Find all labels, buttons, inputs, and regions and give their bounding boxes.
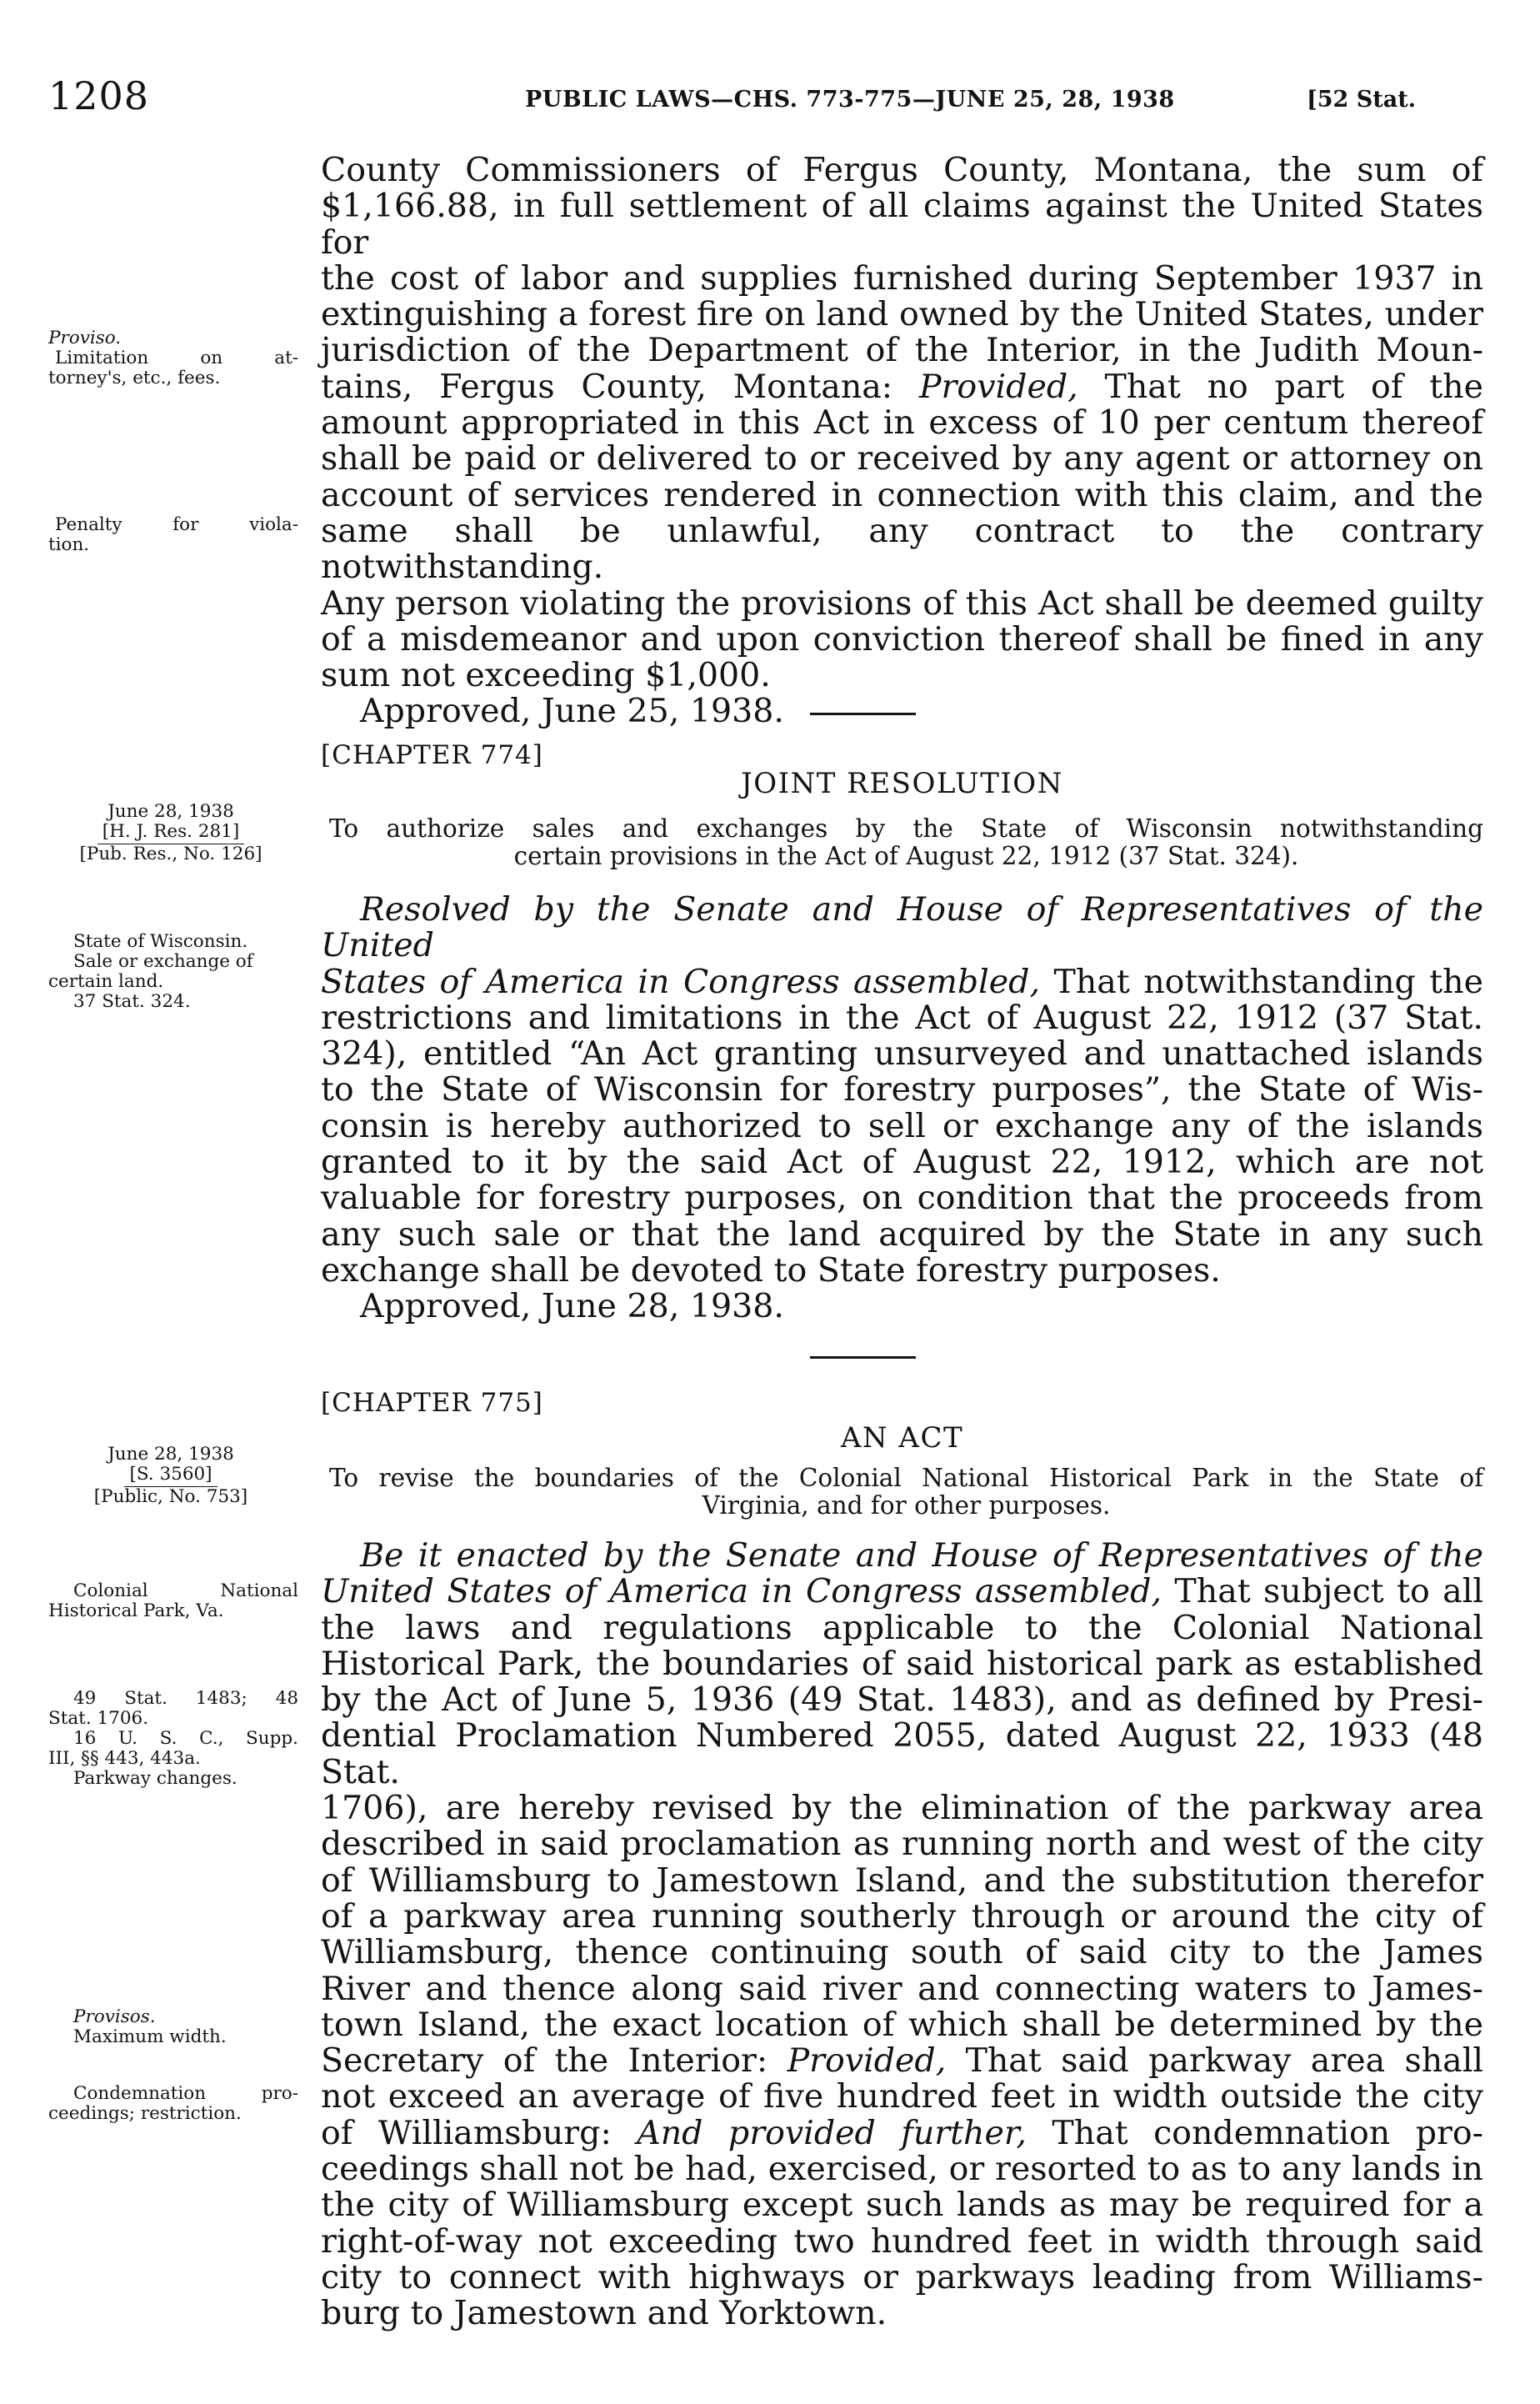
document-type-heading: JOINT RESOLUTION	[741, 767, 1063, 800]
text-line: jurisdiction of the Department of the Interior, in the Judith Moun-	[321, 331, 1483, 370]
margin-line: Condemnation pro-	[73, 2083, 298, 2104]
text-line: of a misdemeanor and upon conviction thereof shall be fined in any	[321, 619, 1483, 659]
text-line: of a parkway area running southerly through or around the city of	[321, 1896, 1483, 1936]
proviso-line	[321, 369, 1483, 405]
text-line: account of services rendered in connection with this claim, and the	[321, 475, 1483, 514]
margin-note-wisconsin	[48, 932, 298, 1012]
text-line: not exceed an average of five hundred feet in width outside the city	[321, 2077, 1483, 2116]
margin-note-penalty	[48, 515, 298, 555]
section-divider	[810, 713, 916, 715]
margin-line: Stat. 1706.	[48, 1708, 149, 1729]
text-line: any such sale or that the land acquired by the State in any such	[321, 1215, 1483, 1254]
enacting-clause-line	[321, 964, 1483, 1000]
bill-reference	[50, 802, 292, 864]
proviso-word: And provided further,	[637, 2113, 1027, 2152]
ref-bill	[50, 822, 292, 844]
title-line: To authorize sales and exchanges by the State of Wisconsin notwithstanding	[329, 814, 1483, 843]
enacting-clause-line: Be it enacted by the Senate and House of Representatives of the	[360, 1536, 1483, 1575]
text-line: exchange shall be devoted to State forestry purposes.	[321, 1250, 1221, 1290]
text-line: valuable for forestry purposes, on condition that the proceeds from	[321, 1179, 1483, 1218]
margin-line: III, §§ 443, 443a.	[48, 1748, 201, 1769]
text-line: extinguishing a forest fire on land owned by the United States, under	[321, 295, 1483, 334]
text-line: County Commissioners of Fergus County, Montana, the sum of	[321, 151, 1483, 189]
margin-note-citations	[48, 1689, 298, 1789]
chapter-775-text	[321, 1538, 1483, 2332]
text-line: the city of Williamsburg except such lands as may be required for a	[321, 2186, 1483, 2225]
chapter-heading: [CHAPTER 774]	[321, 740, 543, 770]
margin-line: Proviso.	[48, 328, 122, 348]
margin-line: Historical Park, Va.	[48, 1600, 224, 1621]
margin-note-provisos	[48, 2007, 298, 2047]
text-line: right-of-way not exceeding two hundred feet in width through said	[321, 2221, 1483, 2261]
margin-line: ceedings; restriction.	[48, 2103, 242, 2124]
margin-note-condemnation	[48, 2084, 298, 2124]
text-line: dential Proclamation Numbered 2055, dated August 22, 1933 (48 Stat.	[321, 1716, 1483, 1791]
ref-law: [Pub. Res., No. 126]	[79, 844, 262, 864]
text-segment: of Williamsburg:	[321, 2113, 638, 2152]
page-number: 1208	[48, 73, 150, 118]
text-line: Historical Park, the boundaries of said historical park as established	[321, 1644, 1483, 1683]
text-line: to the State of Wisconsin for forestry purposes”, the State of Wis-	[321, 1070, 1483, 1109]
text-segment: Secretary of the Interior:	[321, 2041, 788, 2081]
text-line: restrictions and limitations in the Act of August 22, 1912 (37 Stat.	[321, 998, 1483, 1037]
text-line: ceedings shall not be had, exercised, or resorted to as to any lands in	[321, 2150, 1483, 2189]
text-line: 1706), are hereby revised by the elimination of the parkway area	[321, 1789, 1483, 1828]
ref-date: June 28, 1938	[108, 801, 234, 822]
text-line: Williamsburg, thence continuing south of said city to the James	[321, 1933, 1483, 1972]
proviso-line	[321, 2113, 1483, 2152]
margin-line: torney's, etc., fees.	[48, 368, 221, 388]
text-line: by the Act of June 5, 1936 (49 Stat. 1483), and as defined by Presi-	[321, 1680, 1483, 1720]
text-line: 324), entitled “An Act granting unsurveyed and unattached islands	[321, 1034, 1483, 1074]
text-line: of Williamsburg to Jamestown Island, and the substitution therefor	[321, 1861, 1483, 1900]
document-type-heading: AN ACT	[840, 1421, 964, 1455]
text-segment: That subject to all	[1162, 1572, 1483, 1611]
text-line: River and thence along said river and connecting waters to James-	[321, 1969, 1483, 2008]
section-divider	[810, 1356, 916, 1359]
margin-line: Provisos.	[73, 2006, 156, 2027]
text-segment: That no part of the	[1078, 367, 1483, 406]
text-line: sum not exceeding $1,000.	[321, 656, 771, 695]
margin-line: Penalty for viola-	[55, 514, 298, 535]
title-line: To revise the boundaries of the Colonial National Historical Park in the State of	[329, 1464, 1483, 1492]
volume-tag: [52 Stat.	[1307, 87, 1417, 113]
running-head: PUBLIC LAWS—CHS. 773-775—JUNE 25, 28, 1938	[525, 87, 1175, 113]
text-line: consin is hereby authorized to sell or exchange any of the islands	[321, 1106, 1483, 1145]
ref-bill-text: [H. J. Res. 281]	[98, 822, 244, 844]
text-line: the laws and regulations applicable to the Colonial National	[321, 1608, 1483, 1647]
text-line: $1,166.88, in full settlement of all claims against the United States for	[321, 187, 1483, 262]
text-line: burg to Jamestown and Yorktown.	[321, 2294, 888, 2333]
margin-note-park	[48, 1581, 298, 1621]
text-segment: tains, Fergus County, Montana:	[321, 367, 919, 406]
text-segment: That said parkway area shall	[946, 2041, 1483, 2081]
text-line: same shall be unlawful, any contract to the contrary notwithstanding.	[321, 511, 1483, 587]
margin-line: tion.	[48, 534, 90, 555]
chapter-heading: [CHAPTER 775]	[321, 1388, 543, 1418]
margin-line: 16 U. S. C., Supp.	[73, 1728, 298, 1749]
bill-reference	[50, 1445, 292, 1507]
margin-line: 37 Stat. 324.	[73, 991, 191, 1012]
text-line: town Island, the exact location of which shall be determined by the	[321, 2005, 1483, 2044]
margin-line: Colonial National	[73, 1580, 298, 1601]
approved-line: Approved, June 28, 1938.	[360, 1287, 784, 1326]
title-line: certain provisions in the Act of August 22, 1912 (37 Stat. 324).	[513, 842, 1299, 870]
chapter-774-text	[321, 892, 1483, 1325]
margin-line: Maximum width.	[73, 2026, 227, 2047]
approved-line: Approved, June 25, 1938.	[360, 692, 784, 731]
text-line: amount appropriated in this Act in excess of 10 per centum thereof	[321, 403, 1483, 443]
text-line: city to connect with highways or parkways leading from Williams-	[321, 2257, 1483, 2296]
text-line: granted to it by the said Act of August 22, 1912, which are not	[321, 1143, 1483, 1182]
margin-line: certain land.	[48, 971, 164, 992]
ref-bill-text: [S. 3560]	[124, 1465, 217, 1487]
proviso-word: Provided,	[918, 367, 1078, 406]
act-title	[329, 1465, 1483, 1520]
ref-date: June 28, 1938	[108, 1444, 234, 1465]
text-segment: That condemnation pro-	[1026, 2113, 1483, 2152]
text-line: described in said proclamation as running north and west of the city	[321, 1825, 1483, 1864]
margin-note-proviso	[48, 328, 298, 388]
text-line: shall be paid or delivered to or received by any agent or attorney on	[321, 439, 1483, 478]
title-line: Virginia, and for other purposes.	[702, 1491, 1111, 1520]
margin-line: Limitation on at-	[55, 348, 298, 368]
margin-line: Parkway changes.	[73, 1768, 238, 1789]
text-line: the cost of labor and supplies furnished during September 1937 in	[321, 258, 1483, 298]
text-segment: That notwithstanding the	[1040, 962, 1483, 1001]
enacting-clause: United States of America in Congress assembled,	[321, 1572, 1162, 1611]
chapter-773-text	[321, 153, 1483, 730]
proviso-line	[321, 2043, 1483, 2079]
margin-line: State of Wisconsin.	[73, 931, 248, 952]
ref-law: [Public, No. 753]	[93, 1486, 248, 1507]
enacting-clause-line: Resolved by the Senate and House of Representatives of the United	[321, 890, 1483, 965]
proviso-word: Provided,	[787, 2041, 947, 2081]
text-line: Any person violating the provisions of this Act shall be deemed guilty	[321, 583, 1483, 623]
resolution-title	[329, 815, 1483, 870]
margin-line: 49 Stat. 1483; 48	[73, 1688, 298, 1709]
margin-line: Sale or exchange of	[73, 951, 253, 972]
enacting-clause: States of America in Congress assembled,	[321, 962, 1041, 1001]
ref-bill	[50, 1465, 292, 1487]
enacting-clause-line	[321, 1574, 1483, 1610]
